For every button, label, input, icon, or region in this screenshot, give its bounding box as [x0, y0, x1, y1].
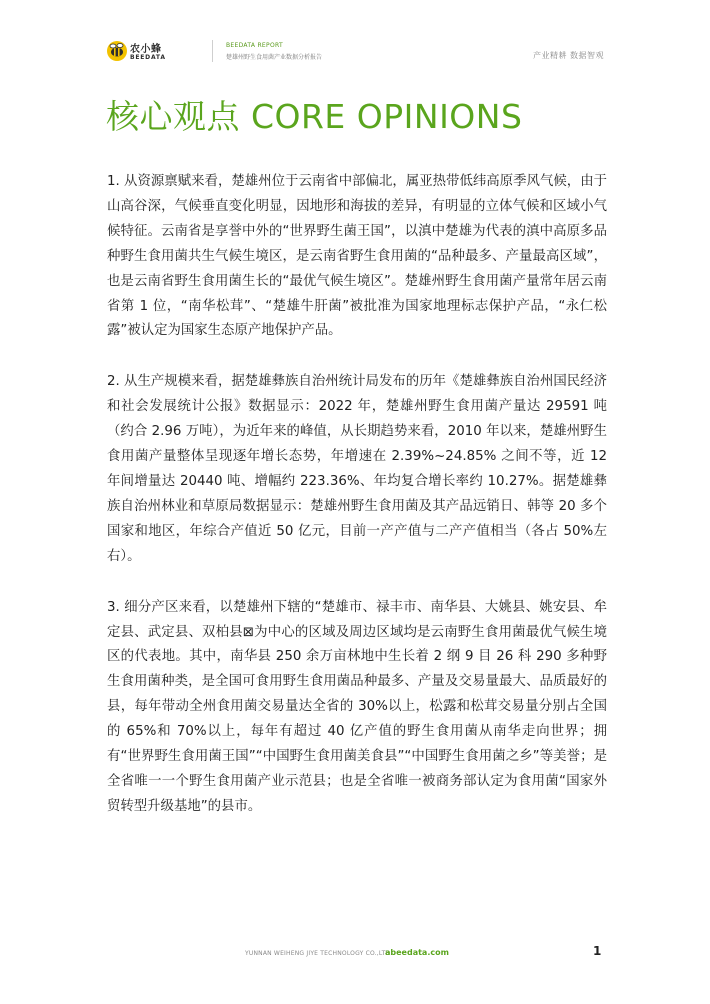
footer-website-link[interactable]: abeedata.com — [385, 948, 449, 957]
report-title: BEEDATA REPORT — [226, 42, 283, 49]
main-content — [107, 170, 607, 846]
logo-name: 农小蜂 — [130, 44, 162, 55]
page-number: 1 — [593, 944, 602, 958]
brand-logo — [106, 38, 186, 70]
logo-subtitle: BEEDATA — [130, 54, 166, 61]
page-title: 核心观点 CORE OPINIONS — [106, 97, 523, 136]
header-divider — [212, 40, 213, 62]
opinion-paragraph-3: 3. 细分产区来看，以楚雄州下辖的“楚雄市、禄丰市、南华县、大姚县、姚安县、牟定县、武定县、双柏县⊠为中心的区域及周边区域均是云南野生食用菌最优气候生境区的代表地。其中，南华县 250 余万亩林地中生长着 2 纲 9 目 26 科 290 多种野生食用菌种类，是全国可食用野生食用菌品种最多、产量及交易量最大、品质最好的县，每年带动全州食用菌交易量达全省的 30%以上，松露和松茸交易量分别占全国的 65%和 70%以上，每年有超过 40 亿产值的野生食用菌从南华走向世界；拥有“世界野生食用菌王国”“中国野生食用菌美食县”“中国野生食用菌之乡”等美誉；是全省唯一一个野生食用菌产业示范县；也是全省唯一被商务部认定为食用菌“国家外贸转型升级基地”的县市。 — [107, 599, 607, 814]
header-slogan: 产业精耕 数据智观 — [532, 51, 604, 60]
footer-company: YUNNAN WEIHENG JIYE TECHNOLOGY CO.,LTD. — [245, 950, 393, 957]
report-subtitle: 楚雄州野生食用菌产业数据分析报告 — [226, 54, 323, 61]
page-header — [0, 36, 710, 76]
page-footer — [0, 944, 710, 968]
bee-logo-icon — [106, 40, 128, 62]
opinion-paragraph-2: 2. 从生产规模来看，据楚雄彝族自治州统计局发布的历年《楚雄彝族自治州国民经济和社会发展统计公报》数据显示：2022 年，楚雄州野生食用菌产量达 29591 吨（约合 2.96 万吨），为近年来的峰值，从长期趋势来看，2010 年以来，楚雄州野生食用菌产量整体呈现逐年增长态势，年增速在 2.39%~24.85% 之间不等，近 12 年间增量达 20440 吨、增幅约 223.36%、年均复合增长率约 10.27%。据楚雄彝族自治州林业和草原局数据显示：楚雄州野生食用菌及其产品远销日、韩等 20 多个国家和地区，年综合产值近 50 亿元，目前一产产值与二产产值相当（各占 50%左右）。 — [107, 374, 607, 564]
opinion-paragraph-1: 1. 从资源禀赋来看，楚雄州位于云南省中部偏北，属亚热带低纬高原季风气候，由于山高谷深，气候垂直变化明显，因地形和海拔的差异，有明显的立体气候和区域小气候特征。云南省是享誉中外的“世界野生菌王国”，以滇中楚雄为代表的滇中高原多品种野生食用菌共生气候生境区，是云南省野生食用菌的“品种最多、产量最高区域”，也是云南省野生食用菌生长的“最优气候生境区”。楚雄州野生食用菌产量常年居云南省第 1 位，“南华松茸”、“楚雄牛肝菌”被批准为国家地理标志保护产品，“永仁松露”被认定为国家生态原产地保护产品。 — [107, 174, 607, 339]
